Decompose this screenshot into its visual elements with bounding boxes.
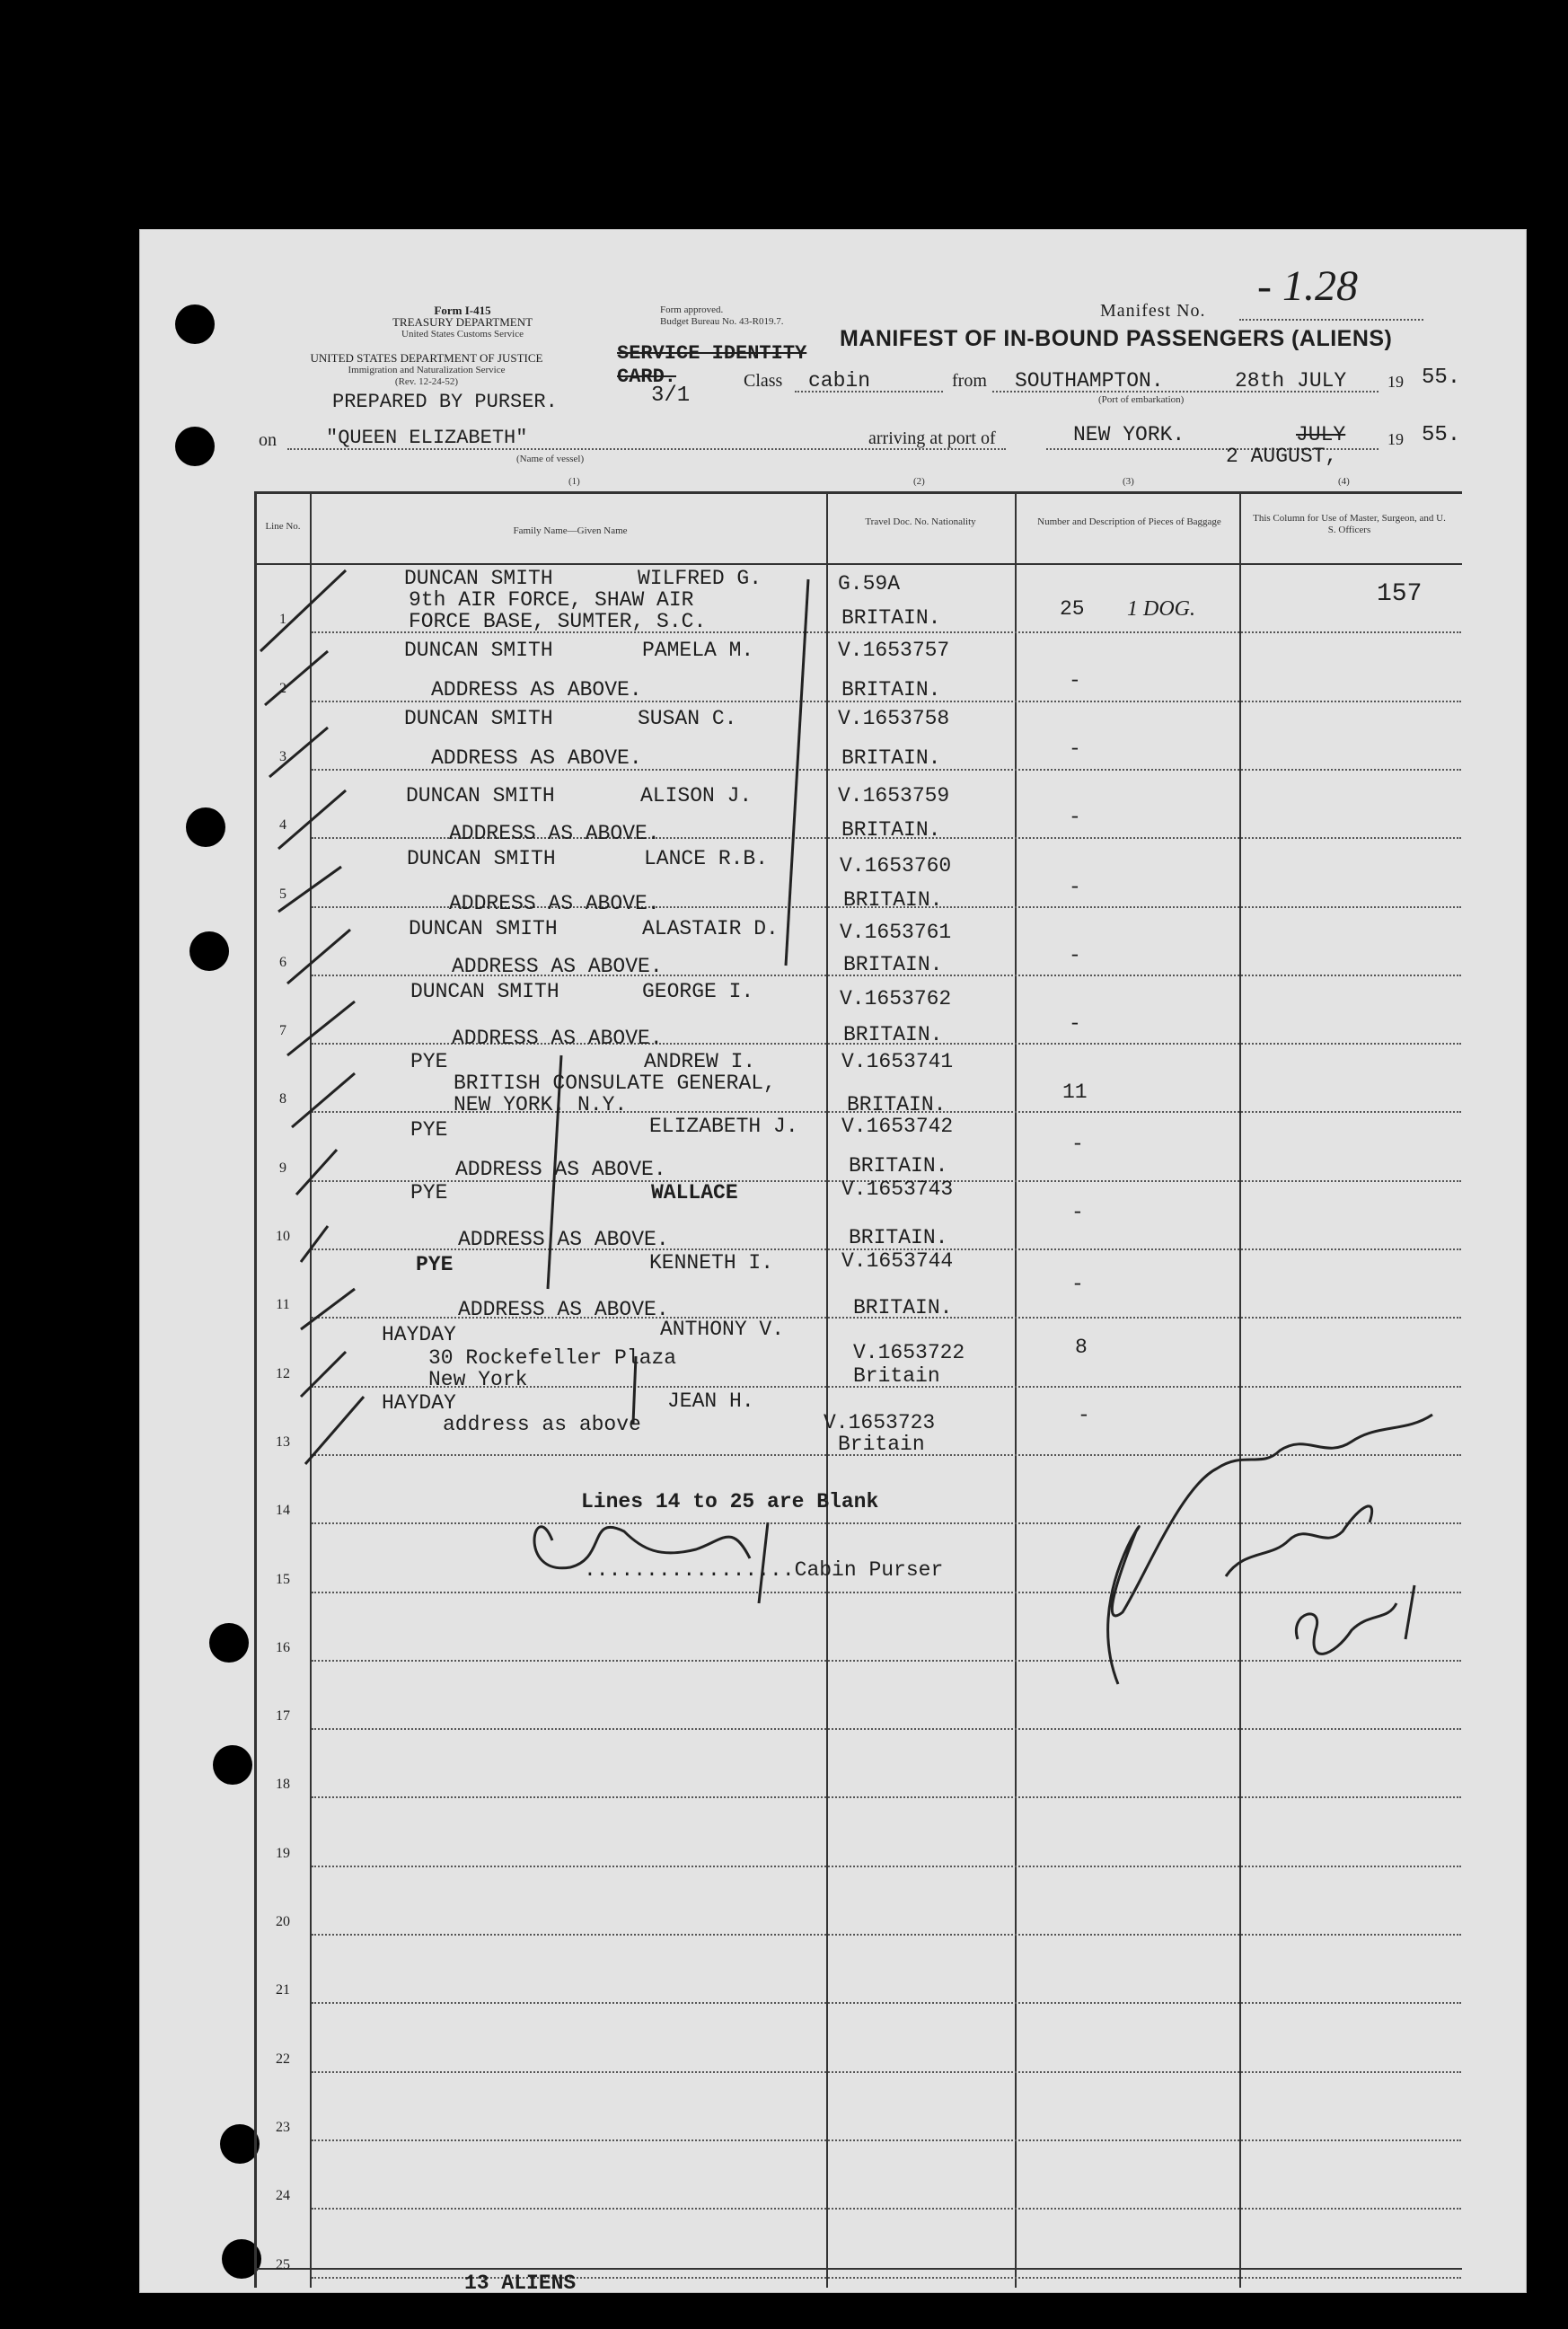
entry-baggage: -: [1069, 876, 1081, 899]
entry-given-name: ALASTAIR D.: [642, 917, 779, 940]
inspector-signature: [1226, 1506, 1372, 1576]
treasury-label: TREASURY DEPARTMENT: [392, 315, 533, 329]
from-date: 28th JULY: [1235, 369, 1347, 393]
col-num-3: (3): [1123, 476, 1134, 487]
entry-travel-doc: V.1653722: [853, 1341, 965, 1364]
line-number: 18: [276, 1777, 290, 1793]
col-header-baggage: Number and Description of Pieces of Baggage: [1037, 516, 1221, 527]
entry-travel-doc: V.1653759: [838, 784, 950, 807]
bracket-mark: [548, 1055, 561, 1289]
line-number: 13: [276, 1434, 290, 1450]
entry-nationality: BRITAIN.: [841, 818, 941, 842]
line-number: 6: [279, 954, 286, 970]
vessel-name: "QUEEN ELIZABETH": [326, 427, 528, 449]
entry-address: ADDRESS AS ABOVE.: [431, 746, 642, 770]
entry-address: address as above: [443, 1413, 641, 1436]
form-approved: Form approved.: [660, 304, 724, 315]
port-embark-caption: (Port of embarkation): [1098, 394, 1185, 405]
check-mark: [278, 867, 341, 912]
entry-given-name: ANTHONY V.: [660, 1318, 785, 1341]
entry-travel-doc: V.1653741: [841, 1050, 954, 1073]
col-header-name: Family Name—Given Name: [513, 525, 628, 536]
entry-travel-doc: V.1653742: [841, 1115, 954, 1138]
entry-travel-doc: G.59A: [838, 572, 901, 595]
card-label: CARD.: [617, 366, 677, 388]
line-number: 8: [279, 1091, 286, 1107]
entry-address: ADDRESS AS ABOVE.: [431, 678, 642, 701]
entry-nationality: BRITAIN.: [841, 606, 941, 630]
entry-baggage: -: [1069, 806, 1081, 829]
line-number: 7: [279, 1023, 286, 1039]
entry-given-name: ALISON J.: [640, 784, 753, 807]
entry-nationality: BRITAIN.: [841, 746, 941, 770]
entry-nationality: BRITAIN.: [847, 1093, 947, 1116]
class-value: cabin: [808, 369, 871, 393]
check-mark: [260, 570, 346, 651]
entry-family-name: PYE: [410, 1118, 448, 1142]
entry-family-name: DUNCAN SMITH: [406, 784, 555, 807]
entry-baggage: -: [1071, 1133, 1084, 1156]
purser-signature: [534, 1522, 768, 1603]
entry-officer-note: 157: [1377, 580, 1423, 608]
entry-given-name: KENNETH I.: [649, 1251, 774, 1275]
manifest-page: [139, 229, 1527, 2293]
line-number: 17: [276, 1708, 290, 1725]
handwriting-overlay: [139, 229, 1527, 2293]
entry-nationality: Britain: [853, 1364, 940, 1388]
vessel-caption: (Name of vessel): [516, 454, 585, 464]
arriving-year: 55.: [1422, 423, 1461, 447]
entry-baggage: -: [1069, 669, 1081, 693]
total-aliens: 13 ALIENS: [464, 2272, 577, 2295]
bracket-mark: [786, 579, 808, 966]
year-value: 55.: [1422, 366, 1461, 390]
line-number: 14: [276, 1503, 290, 1519]
entry-family-name: PYE: [410, 1050, 448, 1073]
col-header-travel-doc: Travel Doc. No. Nationality: [865, 516, 976, 527]
check-mark: [292, 1073, 355, 1127]
arriving-month-struck: JULY: [1296, 423, 1346, 446]
entry-given-name: JEAN H.: [667, 1389, 754, 1413]
check-mark: [301, 1289, 355, 1329]
arriving-date: 2 AUGUST,: [1226, 445, 1338, 468]
inspector-signature: [1296, 1585, 1414, 1654]
class-label: Class: [744, 371, 783, 391]
col-num-4: (4): [1338, 476, 1350, 487]
service-identity-card: SERVICE IDENTITY: [617, 342, 807, 365]
entry-travel-doc: V.1653744: [841, 1249, 954, 1273]
entry-given-name: SUSAN C.: [638, 707, 737, 730]
line-number: 9: [279, 1160, 286, 1176]
entry-address: ADDRESS AS ABOVE.: [449, 892, 660, 915]
entry-nationality: BRITAIN.: [843, 888, 943, 912]
entry-travel-doc: V.1653760: [840, 854, 952, 878]
entry-given-name: WILFRED G.: [638, 567, 762, 590]
line-number: 25: [276, 2256, 290, 2272]
line-number: 20: [276, 1914, 290, 1929]
entry-baggage: -: [1069, 944, 1081, 967]
entry-nationality: BRITAIN.: [849, 1154, 948, 1178]
form-number: Form I-415: [434, 304, 491, 317]
budget-bureau: Budget Bureau No. 43-R019.7.: [660, 316, 784, 327]
check-mark: [265, 651, 328, 705]
manifest-no-value: - 1.28: [1257, 262, 1358, 310]
entry-address: NEW YORK. N.Y.: [454, 1093, 628, 1116]
entry-family-name: DUNCAN SMITH: [410, 980, 559, 1003]
year-prefix: 19: [1387, 373, 1404, 391]
line-number: 22: [276, 2051, 290, 2067]
entry-travel-doc: V.1653723: [824, 1411, 936, 1434]
arriving-port: NEW YORK.: [1073, 423, 1185, 446]
entry-baggage: -: [1071, 1201, 1084, 1224]
check-mark: [301, 1226, 328, 1262]
entry-address: ADDRESS AS ABOVE.: [458, 1298, 669, 1321]
line-number: 3: [279, 748, 286, 764]
line-number: 16: [276, 1639, 290, 1655]
entry-travel-doc: V.1653757: [838, 639, 950, 662]
entry-address: New York: [428, 1368, 528, 1391]
col-num-2: (2): [913, 476, 925, 487]
check-mark: [287, 1001, 355, 1055]
customs-label: United States Customs Service: [401, 329, 524, 340]
entry-family-name: DUNCAN SMITH: [404, 567, 553, 590]
entry-given-name: ELIZABETH J.: [649, 1115, 798, 1138]
entry-baggage: 8: [1075, 1336, 1088, 1359]
entry-given-name: GEORGE I.: [642, 980, 754, 1003]
blank-lines-note: Lines 14 to 25 are Blank: [581, 1490, 879, 1513]
justice-label: UNITED STATES DEPARTMENT OF JUSTICE: [310, 351, 543, 365]
col-header-line-no: Line No.: [265, 521, 301, 532]
line-number: 10: [276, 1229, 290, 1244]
entry-address: FORCE BASE, SUMTER, S.C.: [409, 610, 707, 633]
from-value: SOUTHAMPTON.: [1015, 369, 1164, 393]
entry-family-name: DUNCAN SMITH: [404, 707, 553, 730]
arriving-label: arriving at port of: [868, 428, 996, 448]
line-number: 1: [279, 612, 286, 628]
check-mark: [269, 728, 328, 777]
purser-line: .................Cabin Purser: [584, 1558, 944, 1582]
entry-nationality: BRITAIN.: [843, 953, 943, 976]
entry-address: ADDRESS AS ABOVE.: [455, 1158, 666, 1181]
from-label: from: [952, 371, 987, 391]
rev-label: (Rev. 12-24-52): [394, 376, 459, 387]
entry-baggage: -: [1071, 1273, 1084, 1296]
entry-travel-doc: V.1653762: [840, 987, 952, 1010]
line-number: 24: [276, 2188, 290, 2204]
line-number: 19: [276, 1845, 290, 1861]
manifest-no-label: Manifest No.: [1100, 301, 1206, 321]
line-number: 15: [276, 1571, 290, 1587]
entry-nationality: BRITAIN.: [843, 1023, 943, 1046]
entry-family-name: HAYDAY: [382, 1391, 456, 1415]
entry-nationality: BRITAIN.: [853, 1296, 953, 1319]
line-number: 12: [276, 1365, 290, 1381]
check-mark: [287, 930, 350, 984]
entry-given-name: PAMELA M.: [642, 639, 754, 662]
entry-baggage: -: [1078, 1404, 1090, 1427]
entry-address: BRITISH CONSULATE GENERAL,: [454, 1072, 776, 1095]
line-number: 5: [279, 886, 286, 902]
entry-family-name: PYE: [410, 1181, 448, 1204]
line-number: 2: [279, 680, 286, 696]
entry-travel-doc: V.1653743: [841, 1178, 954, 1201]
arriving-year-prefix: 19: [1387, 430, 1404, 448]
inspector-signature: [1108, 1415, 1432, 1684]
entry-given-name: WALLACE: [651, 1181, 738, 1204]
check-mark: [301, 1352, 346, 1397]
entry-baggage: -: [1069, 737, 1081, 761]
manifest-title: MANIFEST OF IN-BOUND PASSENGERS (ALIENS): [840, 326, 1393, 351]
entry-address: ADDRESS AS ABOVE.: [458, 1228, 669, 1251]
check-mark: [305, 1397, 364, 1464]
on-label: on: [259, 430, 277, 450]
entry-address: 30 Rockefeller Plaza: [428, 1346, 677, 1370]
entry-family-name: DUNCAN SMITH: [404, 639, 553, 662]
check-mark: [278, 790, 346, 849]
entry-baggage: 25: [1060, 597, 1085, 621]
entry-family-name: HAYDAY: [382, 1323, 456, 1346]
entry-family-name: DUNCAN SMITH: [409, 917, 558, 940]
entry-address: ADDRESS AS ABOVE.: [452, 955, 663, 978]
prepared-by: PREPARED BY PURSER.: [332, 391, 558, 413]
entry-nationality: BRITAIN.: [841, 678, 941, 701]
line-number: 4: [279, 817, 286, 834]
entry-travel-doc: V.1653758: [838, 707, 950, 730]
entry-baggage-note: 1 DOG.: [1127, 597, 1195, 621]
entry-given-name: LANCE R.B.: [644, 847, 769, 870]
line-number: 23: [276, 2119, 290, 2135]
entry-address: 9th AIR FORCE, SHAW AIR: [409, 588, 694, 612]
check-mark: [296, 1150, 337, 1195]
entry-nationality: BRITAIN.: [849, 1226, 948, 1249]
ins-label: Immigration and Naturalization Service: [348, 365, 506, 375]
entry-baggage: 11: [1062, 1081, 1088, 1104]
entry-family-name: DUNCAN SMITH: [407, 847, 556, 870]
line-number: 11: [276, 1297, 290, 1313]
entry-family-name: PYE: [416, 1253, 454, 1276]
prepared-number: 3/1: [651, 384, 691, 408]
entry-travel-doc: V.1653761: [840, 921, 952, 944]
col-num-1: (1): [568, 476, 580, 487]
entry-address: ADDRESS AS ABOVE.: [449, 822, 660, 845]
col-header-officers: This Column for Use of Master, Surgeon, and U. S. Officers: [1253, 513, 1446, 535]
bracket-mark: [633, 1356, 636, 1424]
entry-nationality: Britain: [838, 1433, 925, 1456]
entry-given-name: ANDREW I.: [644, 1050, 756, 1073]
entry-baggage: -: [1069, 1012, 1081, 1036]
line-number: 21: [276, 1982, 290, 1998]
entry-address: ADDRESS AS ABOVE.: [452, 1027, 663, 1050]
